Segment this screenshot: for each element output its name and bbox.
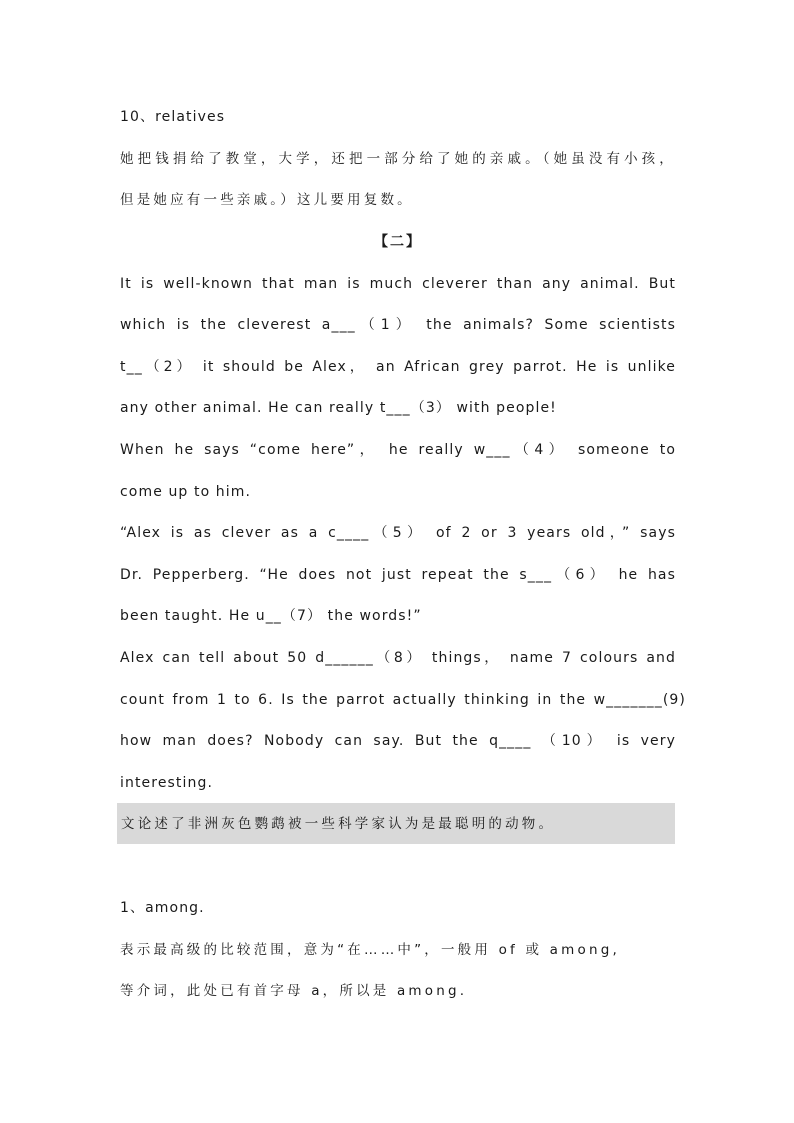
passage-line: t__（2） it should be Alex， an African grey parrot. He is unlike [120, 359, 676, 375]
answer1-explanation-line1: 表示最高级的比较范围，意为“在……中”，一般用 of 或 among, [120, 942, 620, 958]
passage-line: When he says “come here”， he really w___（4） someone to [120, 442, 676, 458]
item10-explanation-line1: 她把钱捐给了教堂，大学，还把一部分给了她的亲戚。（她虽没有小孩， [120, 151, 676, 167]
passage-line: which is the cleverest a___（1） the animals? Some scientists [120, 317, 676, 333]
item10-title: 10、relatives [120, 109, 226, 125]
item10-explanation-line2: 但是她应有一些亲戚。）这儿要用复数。 [120, 192, 414, 208]
answer1-explanation-line2: 等介词，此处已有首字母 a，所以是 among. [120, 983, 468, 999]
summary-box [117, 803, 675, 844]
passage-line: interesting. [120, 775, 214, 791]
passage-line: Dr. Pepperberg. “He does not just repeat the s___（6） he has [120, 567, 676, 583]
section-heading: 【二】 [374, 234, 422, 250]
summary-text: 文论述了非洲灰色鹦鹉被一些科学家认为是最聪明的动物。 [121, 816, 556, 832]
passage-line: been taught. He u__（7） the words!” [120, 608, 422, 624]
passage-line: Alex can tell about 50 d______（8） things， name 7 colours and [120, 650, 676, 666]
passage-line: It is well-known that man is much cleverer than any animal. But [120, 276, 676, 292]
answer1-title: 1、among. [120, 900, 205, 916]
passage-line: count from 1 to 6. Is the parrot actually thinking in the w_______(9) [120, 692, 686, 708]
passage-line: how man does? Nobody can say. But the q____ （10） is very [120, 733, 676, 749]
passage-line: “Alex is as clever as a c____（5） of 2 or 3 years old，” says [120, 525, 676, 541]
passage-line: any other animal. He can really t___（3） with people! [120, 400, 557, 416]
passage-line: come up to him. [120, 484, 252, 500]
